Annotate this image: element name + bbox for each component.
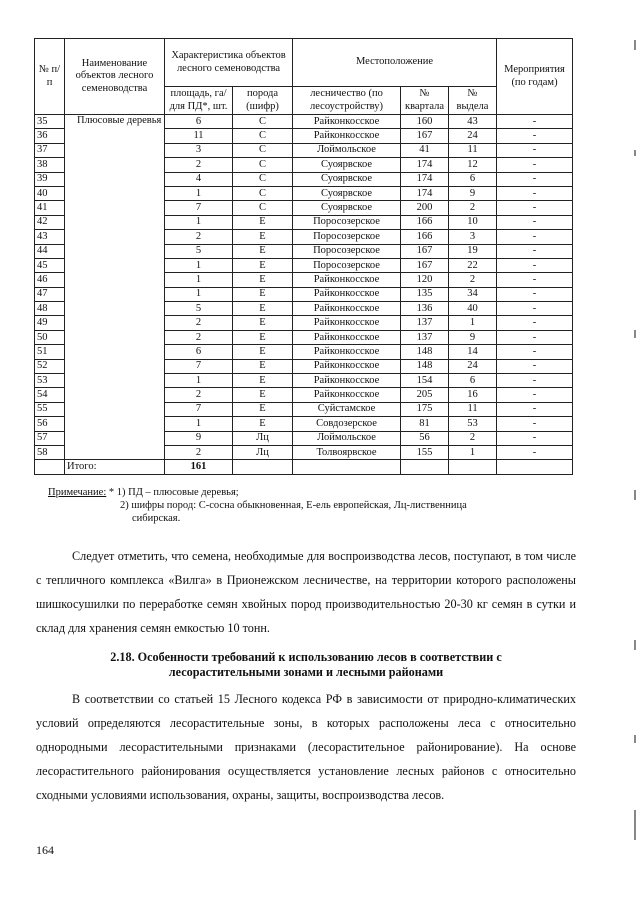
row-number: 43 (35, 230, 65, 244)
quarter-cell: 148 (401, 345, 449, 359)
row-number: 37 (35, 143, 65, 157)
header-quarter: № квартала (401, 87, 449, 115)
area-cell: 1 (165, 287, 233, 301)
row-number: 35 (35, 115, 65, 129)
area-cell: 7 (165, 359, 233, 373)
quarter-cell: 56 (401, 431, 449, 445)
row-number: 54 (35, 388, 65, 402)
forestry-cell: Райконкосское (293, 115, 401, 129)
quarter-cell: 120 (401, 273, 449, 287)
measures-cell: - (497, 273, 573, 287)
row-number: 58 (35, 445, 65, 459)
species-cell: Е (233, 287, 293, 301)
measures-cell: - (497, 215, 573, 229)
measures-cell: - (497, 374, 573, 388)
allotment-cell: 9 (449, 330, 497, 344)
total-row (35, 460, 573, 475)
species-cell: С (233, 129, 293, 143)
forestry-cell: Райконкосское (293, 273, 401, 287)
scan-edge-marks (626, 0, 640, 905)
species-cell: Е (233, 258, 293, 272)
header-area: площадь, га/ для ПД*, шт. (165, 87, 233, 115)
note-line-2: 2) шифры пород: С-сосна обыкновенная, Е-ель европейская, Лц-лиственница (120, 500, 467, 511)
row-number: 51 (35, 345, 65, 359)
table-row (35, 115, 573, 129)
total-empty (449, 460, 497, 475)
row-number: 49 (35, 316, 65, 330)
allotment-cell: 53 (449, 417, 497, 431)
area-cell: 2 (165, 388, 233, 402)
note-line-3: сибирская. (132, 513, 181, 524)
seed-objects-table (34, 38, 573, 475)
species-cell: Е (233, 359, 293, 373)
species-cell: С (233, 172, 293, 186)
table-body (35, 115, 573, 475)
paragraph-text: Следует отметить, что семена, необходимые для воспроизводства лесов, поступают, в том числе с тепличного комплекса «Вилга» в Прионежском лесничестве, на территории которого расположены шишкосушилки по переработке семян хвойных пород производительностью 20-30 кг семян в сутки и склад для хранения семян емкостью 10 тонн. (36, 549, 576, 635)
row-number: 47 (35, 287, 65, 301)
quarter-cell: 81 (401, 417, 449, 431)
row-number: 50 (35, 330, 65, 344)
species-cell: Е (233, 417, 293, 431)
section-heading (36, 650, 576, 680)
quarter-cell: 41 (401, 143, 449, 157)
allotment-cell: 24 (449, 359, 497, 373)
seed-supply-paragraph (36, 544, 576, 640)
species-cell: Е (233, 215, 293, 229)
area-cell: 1 (165, 273, 233, 287)
allotment-cell: 22 (449, 258, 497, 272)
measures-cell: - (497, 359, 573, 373)
allotment-cell: 3 (449, 230, 497, 244)
quarter-cell: 160 (401, 115, 449, 129)
measures-cell: - (497, 129, 573, 143)
row-number: 48 (35, 302, 65, 316)
quarter-cell: 200 (401, 201, 449, 215)
area-cell: 6 (165, 345, 233, 359)
species-cell: Е (233, 330, 293, 344)
forestry-cell: Поросозерское (293, 258, 401, 272)
row-number: 40 (35, 186, 65, 200)
area-cell: 4 (165, 172, 233, 186)
row-number: 55 (35, 402, 65, 416)
area-cell: 2 (165, 330, 233, 344)
heading-line-2: лесорастительными зонами и лесными районами (168, 665, 444, 679)
quarter-cell: 174 (401, 172, 449, 186)
header-characteristic: Характеристика объектов лесного семеноводства (165, 39, 293, 87)
measures-cell: - (497, 302, 573, 316)
total-empty (401, 460, 449, 475)
header-name: Наименование объектов лесного семеноводства (65, 39, 165, 115)
quarter-cell: 148 (401, 359, 449, 373)
measures-cell: - (497, 402, 573, 416)
area-cell: 2 (165, 445, 233, 459)
forestry-cell: Суоярвское (293, 186, 401, 200)
measures-cell: - (497, 316, 573, 330)
measures-cell: - (497, 201, 573, 215)
area-cell: 5 (165, 244, 233, 258)
allotment-cell: 1 (449, 316, 497, 330)
quarter-cell: 135 (401, 287, 449, 301)
measures-cell: - (497, 345, 573, 359)
row-number: 52 (35, 359, 65, 373)
quarter-cell: 174 (401, 186, 449, 200)
table-note (48, 486, 588, 525)
header-measures: Мероприятия (по годам) (497, 39, 573, 115)
page-number: 164 (36, 843, 54, 857)
row-number: 46 (35, 273, 65, 287)
forestry-cell: Лоймольское (293, 143, 401, 157)
total-empty (35, 460, 65, 475)
allotment-cell: 6 (449, 172, 497, 186)
quarter-cell: 154 (401, 374, 449, 388)
area-cell: 11 (165, 129, 233, 143)
header-species: порода (шифр) (233, 87, 293, 115)
forestry-cell: Райконкосское (293, 129, 401, 143)
forestry-cell: Райконкосское (293, 330, 401, 344)
allotment-cell: 14 (449, 345, 497, 359)
row-number: 42 (35, 215, 65, 229)
species-cell: Е (233, 273, 293, 287)
allotment-cell: 11 (449, 143, 497, 157)
area-cell: 7 (165, 201, 233, 215)
species-cell: Е (233, 374, 293, 388)
measures-cell: - (497, 258, 573, 272)
area-cell: 1 (165, 374, 233, 388)
row-number: 36 (35, 129, 65, 143)
note-line-1: * 1) ПД – плюсовые деревья; (108, 487, 239, 498)
row-number: 53 (35, 374, 65, 388)
forestry-cell: Райконкосское (293, 388, 401, 402)
allotment-cell: 6 (449, 374, 497, 388)
forestry-cell: Райконкосское (293, 345, 401, 359)
header-location: Местоположение (293, 39, 497, 87)
allotment-cell: 43 (449, 115, 497, 129)
quarter-cell: 205 (401, 388, 449, 402)
quarter-cell: 136 (401, 302, 449, 316)
measures-cell: - (497, 143, 573, 157)
species-cell: Е (233, 230, 293, 244)
note-label: Примечание: (48, 487, 107, 498)
measures-cell: - (497, 158, 573, 172)
forestry-cell: Райконкосское (293, 302, 401, 316)
paragraph-text: В соответствии со статьей 15 Лесного кодекса РФ в зависимости от природно-климатических условий определяются лесорастительные зоны, в которых расположены леса с относительно однородными лесорастительными признаками (лесорастительное районирование). На основе лесорастительного районирования осуществляется установление лесных районов с относительно сходными условиями использования, охраны, защиты, воспроизводства лесов. (36, 692, 576, 802)
quarter-cell: 167 (401, 244, 449, 258)
total-empty (293, 460, 401, 475)
area-cell: 7 (165, 402, 233, 416)
species-cell: С (233, 143, 293, 157)
forestry-cell: Райконкосское (293, 287, 401, 301)
measures-cell: - (497, 115, 573, 129)
allotment-cell: 1 (449, 445, 497, 459)
measures-cell: - (497, 172, 573, 186)
measures-cell: - (497, 230, 573, 244)
forestry-cell: Поросозерское (293, 244, 401, 258)
allotment-cell: 11 (449, 402, 497, 416)
measures-cell: - (497, 417, 573, 431)
allotment-cell: 19 (449, 244, 497, 258)
forestry-cell: Поросозерское (293, 230, 401, 244)
species-cell: Е (233, 402, 293, 416)
measures-cell: - (497, 330, 573, 344)
allotment-cell: 34 (449, 287, 497, 301)
species-cell: Е (233, 345, 293, 359)
quarter-cell: 166 (401, 230, 449, 244)
header-forestry: лесничество (по лесоустройству) (293, 87, 401, 115)
header-num: № п/п (35, 39, 65, 115)
species-cell: Лц (233, 431, 293, 445)
species-cell: Е (233, 302, 293, 316)
allotment-cell: 12 (449, 158, 497, 172)
area-cell: 2 (165, 316, 233, 330)
row-number: 57 (35, 431, 65, 445)
allotment-cell: 10 (449, 215, 497, 229)
species-cell: Е (233, 316, 293, 330)
area-cell: 1 (165, 186, 233, 200)
area-cell: 6 (165, 115, 233, 129)
quarter-cell: 167 (401, 129, 449, 143)
forestry-cell: Суоярвское (293, 158, 401, 172)
forestry-cell: Суоярвское (293, 201, 401, 215)
area-cell: 9 (165, 431, 233, 445)
allotment-cell: 2 (449, 431, 497, 445)
forestry-cell: Суйстамское (293, 402, 401, 416)
total-label: Итого: (65, 460, 165, 475)
quarter-cell: 166 (401, 215, 449, 229)
total-empty (233, 460, 293, 475)
species-cell: Лц (233, 445, 293, 459)
quarter-cell: 175 (401, 402, 449, 416)
row-number: 44 (35, 244, 65, 258)
forestry-cell: Совдозерское (293, 417, 401, 431)
row-number: 45 (35, 258, 65, 272)
area-cell: 3 (165, 143, 233, 157)
measures-cell: - (497, 445, 573, 459)
heading-line-1: 2.18. Особенности требований к использованию лесов в соответствии с (110, 650, 502, 664)
species-cell: Е (233, 244, 293, 258)
species-cell: С (233, 186, 293, 200)
forestry-cell: Поросозерское (293, 215, 401, 229)
allotment-cell: 16 (449, 388, 497, 402)
area-cell: 5 (165, 302, 233, 316)
forestry-cell: Райконкосское (293, 374, 401, 388)
forest-zones-paragraph (36, 687, 576, 807)
quarter-cell: 137 (401, 330, 449, 344)
allotment-cell: 9 (449, 186, 497, 200)
allotment-cell: 24 (449, 129, 497, 143)
row-number: 41 (35, 201, 65, 215)
allotment-cell: 2 (449, 201, 497, 215)
allotment-cell: 2 (449, 273, 497, 287)
measures-cell: - (497, 244, 573, 258)
header-allotment: № выдела (449, 87, 497, 115)
allotment-cell: 40 (449, 302, 497, 316)
forestry-cell: Лоймольское (293, 431, 401, 445)
forestry-cell: Толвоярвское (293, 445, 401, 459)
measures-cell: - (497, 186, 573, 200)
area-cell: 1 (165, 215, 233, 229)
quarter-cell: 155 (401, 445, 449, 459)
row-number: 38 (35, 158, 65, 172)
measures-cell: - (497, 431, 573, 445)
area-cell: 1 (165, 258, 233, 272)
forestry-cell: Райконкосское (293, 359, 401, 373)
total-empty (497, 460, 573, 475)
quarter-cell: 137 (401, 316, 449, 330)
quarter-cell: 167 (401, 258, 449, 272)
species-cell: С (233, 158, 293, 172)
species-cell: Е (233, 388, 293, 402)
measures-cell: - (497, 287, 573, 301)
species-cell: С (233, 201, 293, 215)
area-cell: 2 (165, 230, 233, 244)
group-name: Плюсовые деревья (65, 115, 165, 460)
forestry-cell: Райконкосское (293, 316, 401, 330)
quarter-cell: 174 (401, 158, 449, 172)
total-value: 161 (165, 460, 233, 475)
species-cell: С (233, 115, 293, 129)
area-cell: 1 (165, 417, 233, 431)
area-cell: 2 (165, 158, 233, 172)
measures-cell: - (497, 388, 573, 402)
forestry-cell: Суоярвское (293, 172, 401, 186)
row-number: 56 (35, 417, 65, 431)
row-number: 39 (35, 172, 65, 186)
